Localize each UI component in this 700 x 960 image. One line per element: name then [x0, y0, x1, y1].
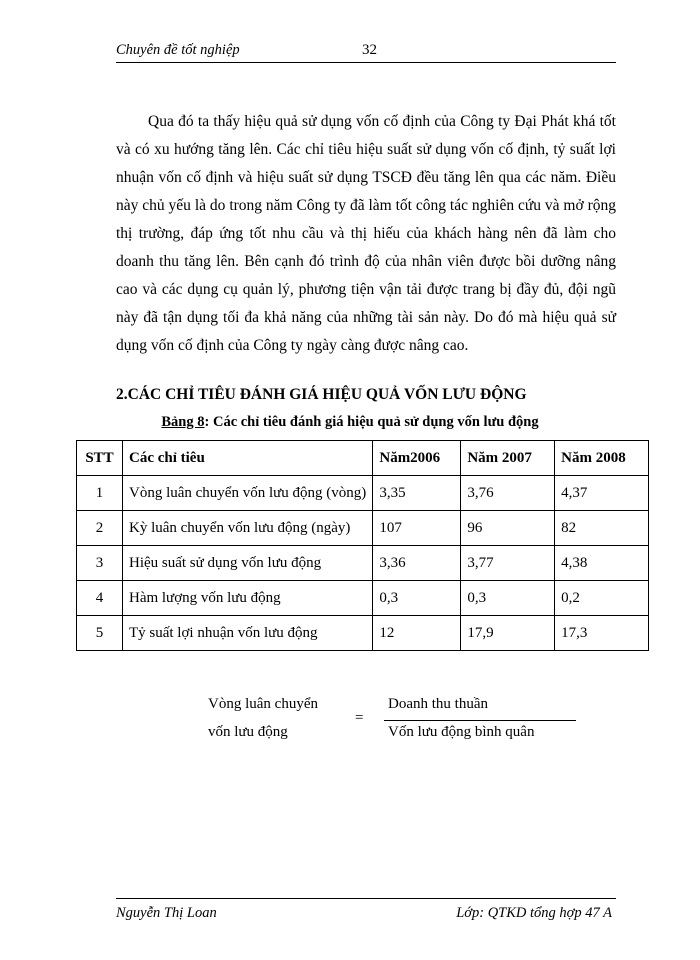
cell-2008: 4,38 [555, 546, 649, 581]
cell-stt: 3 [77, 546, 123, 581]
cell-indicator: Kỳ luân chuyển vốn lưu động (ngày) [122, 511, 372, 546]
table-row [77, 476, 649, 511]
section-title: 2.CÁC CHỈ TIÊU ĐÁNH GIÁ HIỆU QUẢ VỐN LƯU ĐỘNG [116, 386, 527, 403]
formula-lhs-line2: vốn lưu động [208, 724, 288, 740]
cell-2007: 96 [461, 511, 555, 546]
cell-stt: 5 [77, 616, 123, 651]
col-header-2007: Năm 2007 [461, 441, 555, 476]
table-row [77, 511, 649, 546]
formula-equals: = [355, 710, 364, 726]
formula-numerator: Doanh thu thuần [388, 696, 488, 712]
footer-class: Lớp: QTKD tổng hợp 47 A [456, 905, 612, 921]
cell-indicator: Tỷ suất lợi nhuận vốn lưu động [122, 616, 372, 651]
fraction-bar [384, 720, 576, 721]
table-row [77, 546, 649, 581]
cell-stt: 2 [77, 511, 123, 546]
cell-2008: 0,2 [555, 581, 649, 616]
table-caption-label: Bảng 8 [161, 414, 205, 430]
cell-2006: 0,3 [373, 581, 461, 616]
cell-indicator: Hàm lượng vốn lưu động [122, 581, 372, 616]
header-title: Chuyên đề tốt nghiệp [116, 42, 240, 58]
table-row [77, 616, 649, 651]
cell-2006: 3,36 [373, 546, 461, 581]
formula-lhs-line1: Vòng luân chuyển [208, 696, 318, 712]
cell-2007: 17,9 [461, 616, 555, 651]
col-header-indicator: Các chỉ tiêu [122, 441, 372, 476]
turnover-formula [0, 690, 700, 750]
cell-2008: 17,3 [555, 616, 649, 651]
cell-2008: 82 [555, 511, 649, 546]
table-caption-text: : Các chỉ tiêu đánh giá hiệu quả sử dụng vốn lưu động [204, 414, 539, 430]
cell-2007: 3,76 [461, 476, 555, 511]
cell-2007: 0,3 [461, 581, 555, 616]
col-header-stt: STT [77, 441, 123, 476]
cell-2006: 12 [373, 616, 461, 651]
cell-2006: 107 [373, 511, 461, 546]
cell-2008: 4,37 [555, 476, 649, 511]
cell-indicator: Vòng luân chuyển vốn lưu động (vòng) [122, 476, 372, 511]
indicators-table [76, 440, 649, 651]
cell-2006: 3,35 [373, 476, 461, 511]
col-header-2006: Năm2006 [373, 441, 461, 476]
col-header-2008: Năm 2008 [555, 441, 649, 476]
page-footer [116, 898, 616, 929]
cell-2007: 3,77 [461, 546, 555, 581]
formula-denominator: Vốn lưu động bình quân [388, 724, 535, 740]
cell-stt: 4 [77, 581, 123, 616]
footer-author: Nguyễn Thị Loan [116, 905, 217, 921]
page-header [116, 38, 616, 63]
cell-stt: 1 [77, 476, 123, 511]
body-paragraph: Qua đó ta thấy hiệu quả sử dụng vốn cố định của Công ty Đại Phát khá tốt và có xu hướng tăng lên. Các chỉ tiêu hiệu suất sử dụng vốn cố định, tỷ suất lợi nhuận vốn cố định và hiệu suất sử dụng TSCĐ đều tăng lên qua các năm. Điều này chủ yếu là do trong năm Công ty đã làm tốt công tác nghiên cứu và mở rộng thị trường, đáp ứng tốt nhu cầu và thị hiếu của khách hàng nên đã làm cho doanh thu tăng lên. Bên cạnh đó trình độ của nhân viên được bồi dưỡng nâng cao và các dụng cụ quản lý, phương tiện vận tải được trang bị đầy đủ, đội ngũ này đã tận dụng tối đa khả năng của những tài sản này. Do đó mà hiệu quả sử dụng vốn cố định của Công ty ngày càng được nâng cao. [116, 113, 616, 354]
page-number: 32 [362, 42, 377, 58]
table-caption [0, 414, 700, 431]
cell-indicator: Hiệu suất sử dụng vốn lưu động [122, 546, 372, 581]
table-row [77, 581, 649, 616]
table-header-row [77, 441, 649, 476]
